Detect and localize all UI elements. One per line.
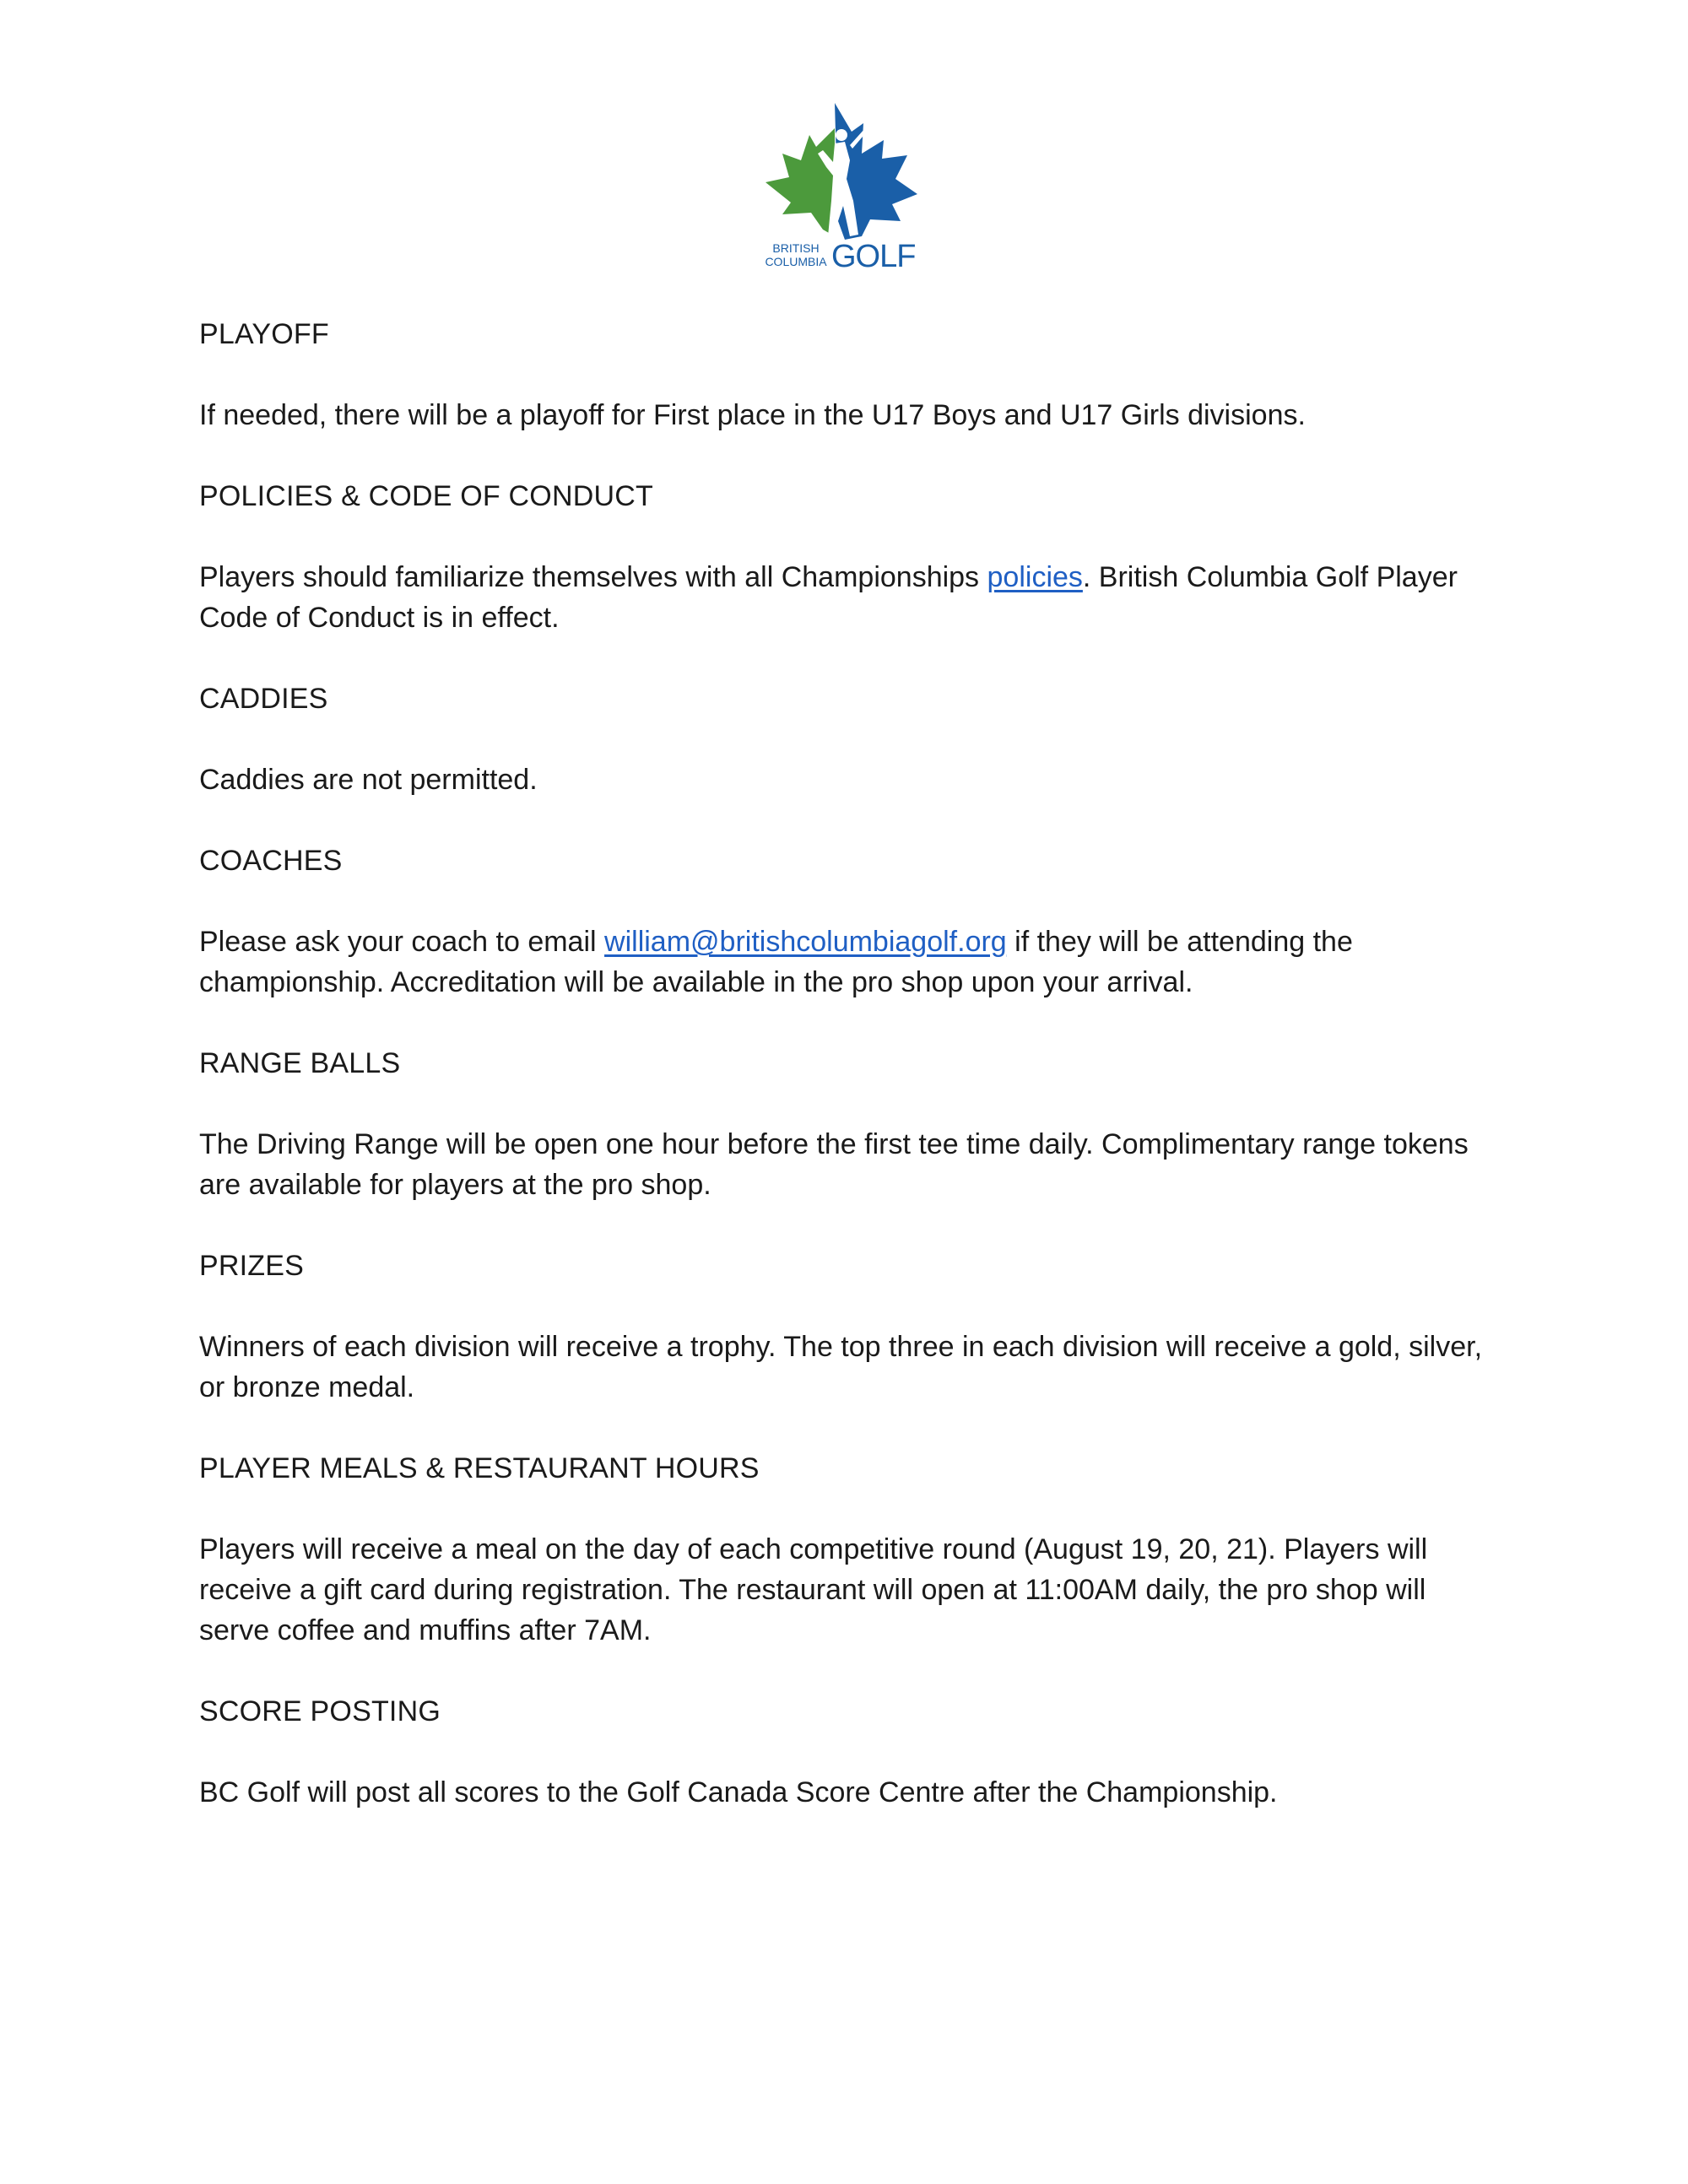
section-heading-policies: POLICIES & CODE OF CONDUCT — [199, 480, 653, 512]
section-text-meals: Players will receive a meal on the day of each competitive round (August 19, 20, 21). Players will receive a gift card during registration. The restaurant will open at 11:00AM daily, the pro shop will serve coffee and muffins after 7AM. — [199, 1533, 1428, 1646]
british-columbia-golf-logo — [757, 95, 926, 278]
coach-email-link[interactable]: william@britishcolumbiagolf.org — [604, 926, 1007, 958]
section-heading-score-posting: SCORE POSTING — [199, 1695, 441, 1727]
logo-wordmark — [757, 240, 926, 278]
logo-text-columbia: COLUMBIA — [765, 255, 827, 268]
coaches-text-before: Please ask your coach to email — [199, 926, 605, 958]
policies-text-before: Players should familiarize themselves with all Championships — [199, 561, 987, 593]
section-heading-range-balls: RANGE BALLS — [199, 1047, 401, 1079]
coaches-text-after: if they will be attending the championship. Accreditation will be available in the pro shop upon your arrival. — [199, 926, 1353, 998]
section-text-policies — [199, 557, 1499, 638]
section-heading-playoff: PLAYOFF — [199, 318, 329, 350]
section-text-caddies: Caddies are not permitted. — [199, 764, 538, 796]
section-heading-prizes: PRIZES — [199, 1250, 305, 1282]
section-text-range-balls: The Driving Range will be open one hour before the first tee time daily. Complimentary range tokens are available for players at the pro shop. — [199, 1128, 1469, 1201]
section-heading-meals: PLAYER MEALS & RESTAURANT HOURS — [199, 1452, 760, 1484]
section-text-prizes: Winners of each division will receive a trophy. The top three in each division will receive a gold, silver, or bronze medal. — [199, 1331, 1483, 1403]
section-text-coaches — [199, 922, 1499, 1003]
section-text-score-posting: BC Golf will post all scores to the Golf Canada Score Centre after the Championship. — [199, 1776, 1278, 1808]
section-heading-coaches: COACHES — [199, 845, 343, 877]
logo-text-golf: GOLF — [831, 239, 916, 274]
section-text-playoff: If needed, there will be a playoff for First place in the U17 Boys and U17 Girls divisions. — [199, 399, 1306, 431]
logo-text-british: BRITISH — [772, 241, 820, 255]
section-heading-caddies: CADDIES — [199, 683, 328, 715]
policies-text-after: . British Columbia Golf Player Code of Conduct is in effect. — [199, 561, 1458, 634]
policies-link[interactable]: policies — [987, 561, 1083, 593]
document-body — [199, 314, 1499, 1853]
